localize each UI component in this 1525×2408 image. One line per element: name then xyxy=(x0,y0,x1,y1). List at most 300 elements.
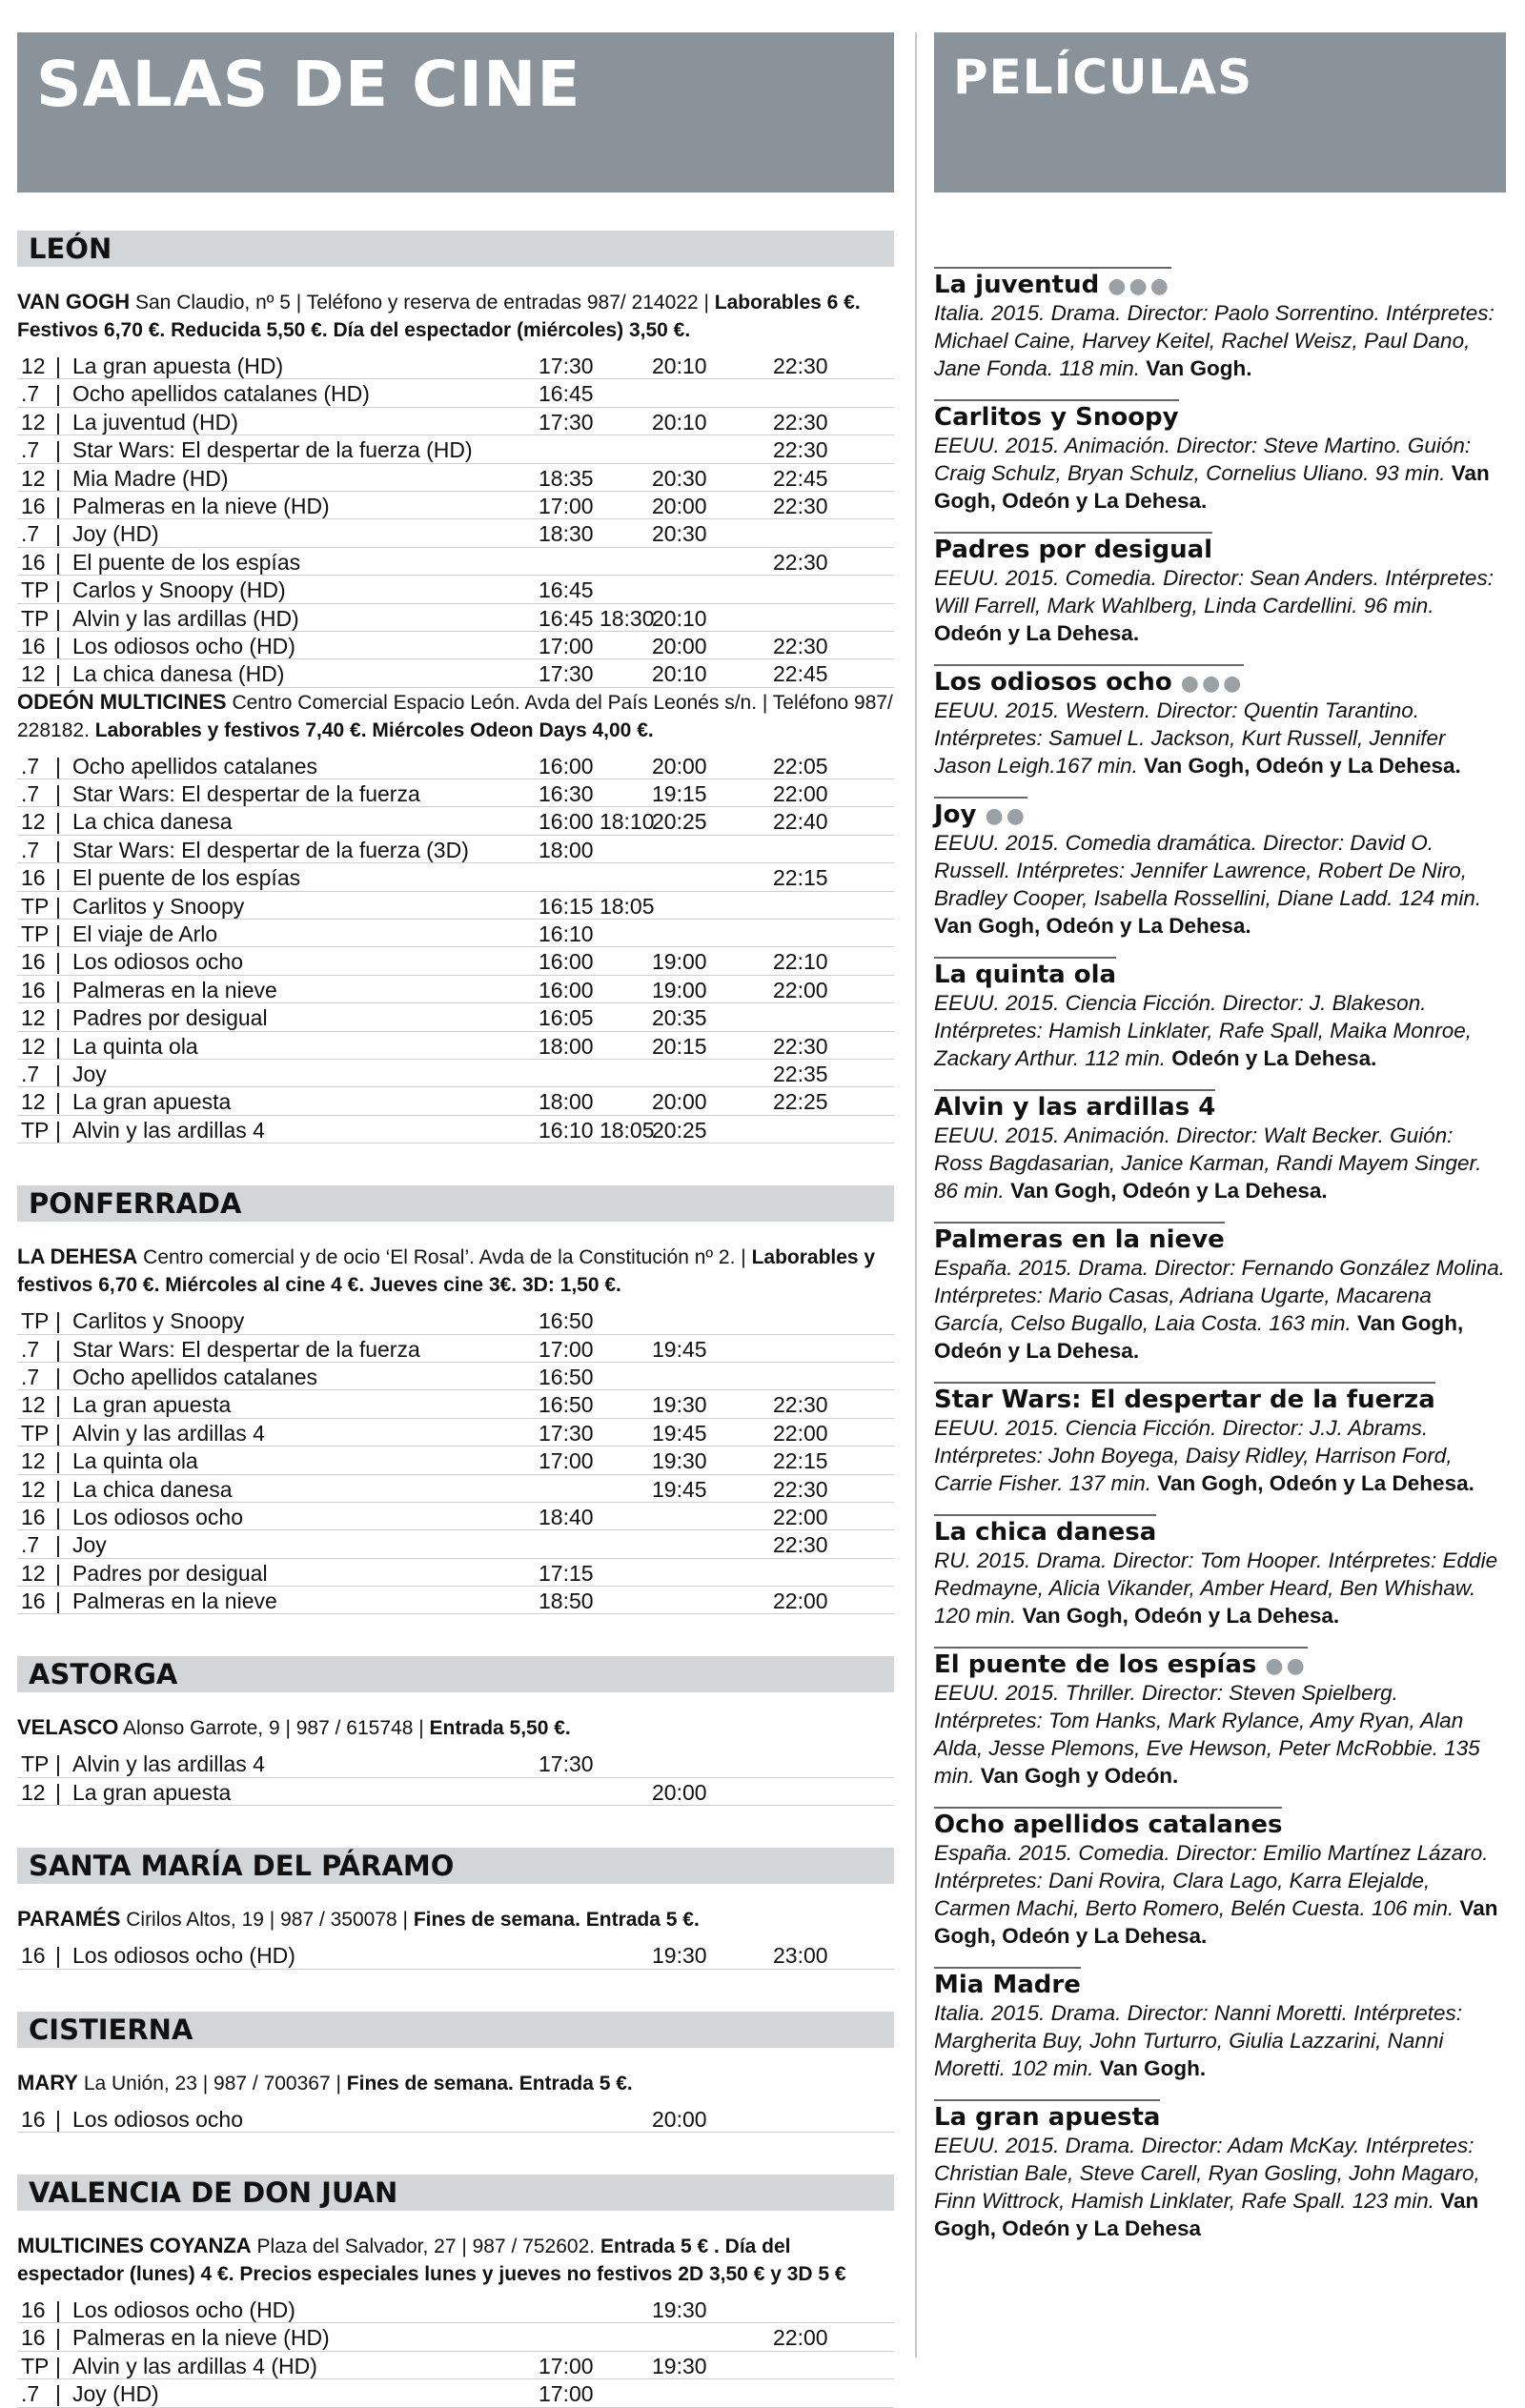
showtime: 17:30 xyxy=(539,1420,594,1446)
showtime-row xyxy=(17,2296,894,2323)
age-rating: TP xyxy=(21,2353,50,2378)
showtime: 16:30 xyxy=(539,781,594,807)
age-rating: 16 xyxy=(21,1943,46,1969)
separator: | xyxy=(55,1308,61,1334)
movie-title: Ocho apellidos catalanes xyxy=(72,753,317,779)
film-details: EEUU. 2015. Western. Director: Quentin Tarantino. Intérpretes: Samuel L. Jackson, Kurt Russell, Jennifer Jason Leigh.167 min. xyxy=(934,698,1446,778)
separator: | xyxy=(55,2325,61,2351)
showtime: 17:00 xyxy=(539,1336,594,1362)
cinema-info xyxy=(17,1243,894,1299)
rating-dots-icon: ●● xyxy=(1265,1654,1308,1678)
film-title xyxy=(934,1807,1282,1839)
film-cinemas: Van Gogh, Odeón y La Dehesa. xyxy=(1144,754,1461,778)
film-cinemas: Van Gogh, Odeón y La Dehesa. xyxy=(934,1896,1498,1948)
showtime: 22:30 xyxy=(773,493,828,518)
movie-title: Los odiosos ocho xyxy=(72,949,244,975)
movie-title: La gran apuesta xyxy=(72,1089,232,1115)
showtime-row xyxy=(17,779,894,807)
film-entry xyxy=(934,664,1506,779)
movie-title: Palmeras en la nieve xyxy=(72,1588,277,1614)
showtime-row xyxy=(17,807,894,835)
film-title xyxy=(934,2099,1160,2132)
movie-title: Palmeras en la nieve (HD) xyxy=(72,493,330,518)
film-title xyxy=(934,532,1212,564)
showtime: 20:25 xyxy=(652,1117,707,1143)
separator: | xyxy=(55,577,61,603)
movie-title: Alvin y las ardillas 4 (HD) xyxy=(72,2353,317,2378)
age-rating: 16 xyxy=(21,1588,46,1614)
film-details: EEUU. 2015. Animación. Director: Steve Martino. Guión: Craig Schulz, Bryan Schulz, Cornelius Uliano. 93 min. xyxy=(934,434,1472,485)
showtime: 16:50 xyxy=(539,1364,594,1389)
age-rating: 12 xyxy=(21,1476,46,1502)
age-rating: TP xyxy=(21,1751,50,1777)
movie-title: La gran apuesta xyxy=(72,1779,232,1805)
film-details: Italia. 2015. Drama. Director: Paolo Sorrentino. Intérpretes: Michael Caine, Harvey Keitel, Rachel Weisz, Paul Dano, Jane Fonda. 118 min. xyxy=(934,301,1494,380)
cinemas-column xyxy=(17,32,894,2408)
showtime-row xyxy=(17,659,894,687)
showtime: 22:05 xyxy=(773,753,828,779)
showtime: 18:50 xyxy=(539,1588,594,1614)
movie-title: Los odiosos ocho (HD) xyxy=(72,1943,295,1969)
film-details: España. 2015. Comedia. Director: Emilio Martínez Lázaro. Intérpretes: Dani Rovira, Clara Lago, Karra Elejalde, Carmen Machi, Berto Romero, Belén Cuesta. 106 min. xyxy=(934,1841,1489,1920)
film-title-text: Star Wars: El despertar de la fuerza xyxy=(934,1386,1435,1414)
showtime-row xyxy=(17,548,894,576)
age-rating: .7 xyxy=(21,837,40,862)
cinema-prices: Laborables y festivos 6,70 €. Miércoles al cine 4 €. Jueves cine 3€. 3D: 1,50 €. xyxy=(17,1246,876,1297)
film-title-text: Alvin y las ardillas 4 xyxy=(934,1093,1216,1122)
showtime: 22:00 xyxy=(773,1504,828,1529)
showtime: 20:10 xyxy=(652,409,707,435)
cinema-name: MARY xyxy=(17,2070,78,2094)
film-description xyxy=(934,432,1506,515)
age-rating: 12 xyxy=(21,1005,46,1031)
showtime: 20:00 xyxy=(652,633,707,658)
age-rating: 12 xyxy=(21,465,46,491)
movie-title: Mia Madre (HD) xyxy=(72,465,229,491)
film-cinemas: Van Gogh, Odeón y La Dehesa. xyxy=(934,1311,1464,1363)
showtime-row xyxy=(17,1032,894,1060)
showtime: 19:30 xyxy=(652,2353,707,2378)
film-description xyxy=(934,1999,1506,2082)
film-description xyxy=(934,1547,1506,1629)
separator: | xyxy=(55,354,61,378)
separator: | xyxy=(55,1420,61,1446)
city-header: VALENCIA DE DON JUAN xyxy=(17,2175,894,2211)
film-details: RU. 2015. Drama. Director: Tom Hooper. Intérpretes: Eddie Redmayne, Alicia Vikander, Amber Heard, Ben Whishaw. 120 min. xyxy=(934,1548,1498,1628)
showtime-row xyxy=(17,435,894,463)
separator: | xyxy=(55,1392,61,1418)
film-description xyxy=(934,564,1506,647)
age-rating: 16 xyxy=(21,2297,46,2323)
showtime: 17:00 xyxy=(539,493,594,518)
showtime: 16:45 xyxy=(539,577,594,603)
separator: | xyxy=(55,977,61,1002)
film-cinemas: Odeón y La Dehesa. xyxy=(934,621,1140,645)
showtime-row xyxy=(17,1587,894,1614)
separator: | xyxy=(55,781,61,807)
showtime: 18:00 xyxy=(539,1089,594,1115)
showtime-row xyxy=(17,379,894,407)
cinema-address: Centro Comercial Espacio León. Avda del País Leonés s/n. | Teléfono 987/ 228182. xyxy=(17,691,893,741)
showtime-row xyxy=(17,632,894,659)
film-entry xyxy=(934,1647,1506,1790)
cinema-address: La Unión, 23 | 987 / 700367 | xyxy=(83,2072,341,2094)
age-rating: 16 xyxy=(21,493,46,518)
separator: | xyxy=(55,2353,61,2378)
showtime-row xyxy=(17,1060,894,1087)
showtime: 17:00 xyxy=(539,633,594,658)
age-rating: TP xyxy=(21,1420,50,1446)
showtime: 22:45 xyxy=(773,661,828,687)
separator: | xyxy=(55,381,61,407)
film-details: Italia. 2015. Drama. Director: Nanni Moretti. Intérpretes: Margherita Buy, John Turturro, Giulia Lazzarini, Nanni Moretti. 102 min. xyxy=(934,2001,1462,2080)
film-cinemas: Van Gogh, Odeón y La Dehesa. xyxy=(934,914,1251,938)
age-rating: 16 xyxy=(21,1504,46,1529)
film-description xyxy=(934,1414,1506,1497)
film-cinemas: Odeón y La Dehesa. xyxy=(1171,1046,1377,1070)
showtime: 19:45 xyxy=(652,1420,707,1446)
movie-title: Los odiosos ocho xyxy=(72,1504,244,1529)
age-rating: TP xyxy=(21,605,50,631)
cinema-info xyxy=(17,1713,894,1742)
showtime: 16:00 18:10 xyxy=(539,809,655,835)
showtime: 22:15 xyxy=(773,1448,828,1474)
showtime-row xyxy=(17,1941,894,1969)
separator: | xyxy=(55,1005,61,1031)
age-rating: 16 xyxy=(21,2325,46,2351)
movie-title: Joy xyxy=(72,1532,107,1558)
showtime-row xyxy=(17,976,894,1003)
film-title-text: Joy xyxy=(934,800,977,829)
separator: | xyxy=(55,1588,61,1614)
cinema-address: Cirilos Altos, 19 | 987 / 350078 | xyxy=(126,1909,408,1932)
showtime-row xyxy=(17,464,894,492)
film-entry xyxy=(934,267,1506,382)
showtime: 20:00 xyxy=(652,1779,707,1805)
movie-title: El puente de los espías xyxy=(72,865,301,891)
cities-list xyxy=(17,231,894,2408)
separator: | xyxy=(55,1336,61,1362)
age-rating: .7 xyxy=(21,2381,40,2407)
movie-title: Los odiosos ocho xyxy=(72,2106,244,2132)
showtime: 20:35 xyxy=(652,1005,707,1031)
movie-title: La quinta ola xyxy=(72,1033,198,1059)
showtime: 17:30 xyxy=(539,354,594,378)
film-description xyxy=(934,1839,1506,1950)
movie-title: Los odiosos ocho (HD) xyxy=(72,2297,295,2323)
films-column xyxy=(934,32,1506,2259)
showtime: 22:10 xyxy=(773,949,828,975)
film-entry xyxy=(934,532,1506,647)
movie-title: La chica danesa (HD) xyxy=(72,661,285,687)
movie-title: Alvin y las ardillas (HD) xyxy=(72,605,299,631)
showtime: 22:30 xyxy=(773,1532,828,1558)
age-rating: 12 xyxy=(21,1089,46,1115)
separator: | xyxy=(55,549,61,575)
showtime-row xyxy=(17,752,894,779)
cinema-name: MULTICINES COYANZA xyxy=(17,2234,252,2258)
separator: | xyxy=(55,493,61,518)
separator: | xyxy=(55,1779,61,1805)
movie-title: Star Wars: El despertar de la fuerza xyxy=(72,781,420,807)
cinema-name: LA DEHESA xyxy=(17,1244,138,1269)
separator: | xyxy=(55,893,61,919)
showtime: 20:25 xyxy=(652,809,707,835)
movie-title: Star Wars: El despertar de la fuerza xyxy=(72,1336,420,1362)
showtime-row xyxy=(17,408,894,435)
section-header-salas: SALAS DE CINE xyxy=(17,32,894,192)
cinema-prices: Laborables y festivos 7,40 €. Miércoles Odeon Days 4,00 €. xyxy=(94,718,654,741)
age-rating: 12 xyxy=(21,409,46,435)
film-title xyxy=(934,1647,1308,1679)
film-title-text: La gran apuesta xyxy=(934,2103,1161,2132)
film-cinemas: Van Gogh. xyxy=(1146,356,1252,380)
film-cinemas: Van Gogh, Odeón y La Dehesa. xyxy=(1010,1179,1328,1203)
showtime-row xyxy=(17,576,894,603)
separator: | xyxy=(55,2297,61,2323)
film-entry xyxy=(934,1089,1506,1204)
showtime: 22:30 xyxy=(773,409,828,435)
separator: | xyxy=(55,1364,61,1389)
showtime-row xyxy=(17,519,894,547)
movie-title: Alvin y las ardillas 4 xyxy=(72,1420,265,1446)
movie-title: Palmeras en la nieve (HD) xyxy=(72,2325,330,2351)
age-rating: .7 xyxy=(21,521,40,547)
film-description xyxy=(934,1679,1506,1790)
film-title xyxy=(934,957,1116,989)
separator: | xyxy=(55,809,61,835)
age-rating: TP xyxy=(21,1117,50,1143)
showtime: 16:00 xyxy=(539,977,594,1002)
cinema-prices: Fines de semana. Entrada 5 €. xyxy=(346,2072,633,2094)
showtime: 20:00 xyxy=(652,493,707,518)
cinema-name: ODEÓN MULTICINES xyxy=(17,689,227,714)
age-rating: .7 xyxy=(21,1336,40,1362)
film-title-text: La juventud xyxy=(934,271,1100,299)
film-cinemas: Van Gogh, Odeón y La Dehesa. xyxy=(1157,1471,1474,1495)
film-description xyxy=(934,1254,1506,1365)
showtime: 16:15 18:05 xyxy=(539,893,655,919)
showtime: 17:00 xyxy=(539,1448,594,1474)
age-rating: TP xyxy=(21,921,50,947)
showtime: 18:00 xyxy=(539,837,594,862)
showtime: 19:30 xyxy=(652,1392,707,1418)
cinema-prices: Entrada 5,50 €. xyxy=(429,1717,571,1740)
separator: | xyxy=(55,1943,61,1969)
showtime: 22:00 xyxy=(773,2325,828,2351)
showtime: 22:25 xyxy=(773,1089,828,1115)
movie-title: El viaje de Arlo xyxy=(72,921,218,947)
age-rating: 16 xyxy=(21,977,46,1002)
age-rating: 16 xyxy=(21,865,46,891)
age-rating: TP xyxy=(21,893,50,919)
showtime-row xyxy=(17,604,894,632)
film-title-text: La quinta ola xyxy=(934,961,1117,989)
showtime-row xyxy=(17,1363,894,1390)
showtime: 19:15 xyxy=(652,781,707,807)
film-title-text: El puente de los espías xyxy=(934,1650,1257,1679)
age-rating: .7 xyxy=(21,781,40,807)
showtime-row xyxy=(17,1530,894,1558)
city-header: LEÓN xyxy=(17,231,894,267)
showtime: 22:30 xyxy=(773,1392,828,1418)
cinema-info xyxy=(17,688,894,744)
cinema-address: Plaza del Salvador, 27 | 987 / 752602. xyxy=(256,2236,596,2258)
age-rating: 16 xyxy=(21,633,46,658)
showtime-row xyxy=(17,2352,894,2379)
showtime: 18:30 xyxy=(539,521,594,547)
film-entry xyxy=(934,2099,1506,2242)
showtime: 19:30 xyxy=(652,1448,707,1474)
movie-title: Joy (HD) xyxy=(72,2381,159,2407)
showtime: 16:45 xyxy=(539,381,594,407)
showtime-row xyxy=(17,1087,894,1115)
showtime-row xyxy=(17,1335,894,1363)
separator: | xyxy=(55,1751,61,1777)
showtime: 20:30 xyxy=(652,521,707,547)
cinema-address: Alonso Garrote, 9 | 987 / 615748 | xyxy=(123,1717,424,1740)
film-title xyxy=(934,267,1171,299)
film-title-text: Los odiosos ocho xyxy=(934,668,1172,697)
showtime-row xyxy=(17,352,894,379)
showtime-row xyxy=(17,2379,894,2407)
showtime: 19:45 xyxy=(652,1476,707,1502)
cinema-prices: Laborables 6 €. Festivos 6,70 €. Reducida 5,50 €. Día del espectador (miércoles) 3,50 €. xyxy=(17,292,861,341)
separator: | xyxy=(55,465,61,491)
separator: | xyxy=(55,1532,61,1558)
age-rating: 12 xyxy=(21,809,46,835)
film-description xyxy=(934,2132,1506,2242)
showtime: 19:30 xyxy=(652,2297,707,2323)
age-rating: 16 xyxy=(21,2106,46,2132)
showtime-row xyxy=(17,1390,894,1418)
showtime: 18:35 xyxy=(539,465,594,491)
film-title xyxy=(934,1514,1156,1547)
separator: | xyxy=(55,1504,61,1529)
showtime-row xyxy=(17,1447,894,1474)
movie-title: Padres por desigual xyxy=(72,1005,268,1031)
showtime: 20:00 xyxy=(652,753,707,779)
separator: | xyxy=(55,437,61,463)
film-details: España. 2015. Drama. Director: Fernando González Molina. Intérpretes: Mario Casas, Adriana Ugarte, Macarena García, Celso Bugallo, Laia Costa. 163 min. xyxy=(934,1256,1506,1335)
showtime: 22:30 xyxy=(773,1033,828,1059)
separator: | xyxy=(55,1033,61,1059)
showtime-row xyxy=(17,863,894,891)
showtime: 22:30 xyxy=(773,437,828,463)
showtime-row xyxy=(17,836,894,863)
showtime-row xyxy=(17,1003,894,1031)
showtime: 16:05 xyxy=(539,1005,594,1031)
film-entry xyxy=(934,399,1506,515)
separator: | xyxy=(55,661,61,687)
film-details: EEUU. 2015. Comedia dramática. Director: David O. Russell. Intérpretes: Jennifer Lawrence, Robert De Niro, Bradley Cooper, Isabella Rossellini, Diane Ladd. 124 min. xyxy=(934,831,1482,910)
showtime: 17:30 xyxy=(539,409,594,435)
film-title-text: La chica danesa xyxy=(934,1518,1157,1547)
film-title-text: Mia Madre xyxy=(934,1971,1081,1999)
showtime: 22:40 xyxy=(773,809,828,835)
film-title xyxy=(934,399,1179,432)
separator: | xyxy=(55,1061,61,1086)
films-list xyxy=(934,192,1506,2242)
movie-title: Carlitos y Snoopy xyxy=(72,1308,245,1334)
separator: | xyxy=(55,1448,61,1474)
showtime: 20:30 xyxy=(652,465,707,491)
movie-title: Palmeras en la nieve xyxy=(72,977,277,1002)
showtime-row xyxy=(17,1778,894,1806)
city-header: PONFERRADA xyxy=(17,1185,894,1222)
movie-title: Alvin y las ardillas 4 xyxy=(72,1751,265,1777)
showtime: 22:35 xyxy=(773,1061,828,1086)
showtime-row xyxy=(17,1306,894,1334)
cinema-name: VAN GOGH xyxy=(17,290,131,314)
film-description xyxy=(934,989,1506,1072)
showtime: 17:00 xyxy=(539,2381,594,2407)
age-rating: 12 xyxy=(21,661,46,687)
separator: | xyxy=(55,865,61,891)
separator: | xyxy=(55,1117,61,1143)
movie-title: La chica danesa xyxy=(72,1476,233,1502)
film-title-text: Palmeras en la nieve xyxy=(934,1225,1225,1254)
showtime: 18:40 xyxy=(539,1504,594,1529)
age-rating: .7 xyxy=(21,1364,40,1389)
age-rating: TP xyxy=(21,1308,50,1334)
film-title xyxy=(934,1967,1081,1999)
age-rating: TP xyxy=(21,577,50,603)
film-entry xyxy=(934,1967,1506,2082)
showtime-row xyxy=(17,1559,894,1587)
movie-title: La chica danesa xyxy=(72,809,233,835)
film-title-text: Padres por desigual xyxy=(934,536,1213,564)
separator: | xyxy=(55,837,61,862)
cinema-prices: Fines de semana. Entrada 5 €. xyxy=(413,1909,700,1932)
cinema-address: Centro comercial y de ocio ‘El Rosal’. Avda de la Constitución nº 2. | xyxy=(143,1246,746,1269)
showtime: 19:45 xyxy=(652,1336,707,1362)
separator: | xyxy=(55,753,61,779)
age-rating: 12 xyxy=(21,1779,46,1805)
showtime: 20:10 xyxy=(652,354,707,378)
showtime: 22:45 xyxy=(773,465,828,491)
film-title-text: Ocho apellidos catalanes xyxy=(934,1811,1283,1839)
film-details: EEUU. 2015. Comedia. Director: Sean Anders. Intérpretes: Will Farrell, Mark Wahlberg, Linda Cardellini. 96 min. xyxy=(934,566,1494,617)
separator: | xyxy=(55,521,61,547)
movie-title: Alvin y las ardillas 4 xyxy=(72,1117,265,1143)
showtime: 22:00 xyxy=(773,977,828,1002)
film-cinemas: Van Gogh. xyxy=(1099,2056,1207,2080)
age-rating: .7 xyxy=(21,753,40,779)
separator: | xyxy=(55,2106,61,2132)
showtime-row xyxy=(17,892,894,920)
showtime: 19:00 xyxy=(652,977,707,1002)
film-description xyxy=(934,829,1506,940)
section-header-peliculas: PELÍCULAS xyxy=(934,32,1506,192)
movie-title: Los odiosos ocho (HD) xyxy=(72,633,295,658)
showtime: 17:15 xyxy=(539,1560,594,1586)
age-rating: 16 xyxy=(21,949,46,975)
city-header: ASTORGA xyxy=(17,1656,894,1692)
film-details: EEUU. 2015. Ciencia Ficción. Director: J.J. Abrams. Intérpretes: John Boyega, Daisy Ridley, Harrison Ford, Carrie Fisher. 137 min. xyxy=(934,1416,1453,1495)
age-rating: 12 xyxy=(21,1560,46,1586)
cinema-name: VELASCO xyxy=(17,1715,119,1740)
cinema-info xyxy=(17,2069,894,2097)
showtime: 20:00 xyxy=(652,2106,707,2132)
film-description xyxy=(934,697,1506,779)
rating-dots-icon: ●● xyxy=(985,804,1027,828)
cinema-prices: Entrada 5 € . Día del espectador (lunes) 4 €. Precios especiales lunes y jueves no festivos 2D 3,50 € y 3D 5 € xyxy=(17,2236,846,2286)
showtime: 20:10 xyxy=(652,661,707,687)
film-details: EEUU. 2015. Animación. Director: Walt Becker. Guión: Ross Bagdasarian, Janice Karman, Randi Mayem Singer. 86 min. xyxy=(934,1123,1482,1203)
movie-title: La gran apuesta (HD) xyxy=(72,354,284,378)
showtime-row xyxy=(17,492,894,519)
